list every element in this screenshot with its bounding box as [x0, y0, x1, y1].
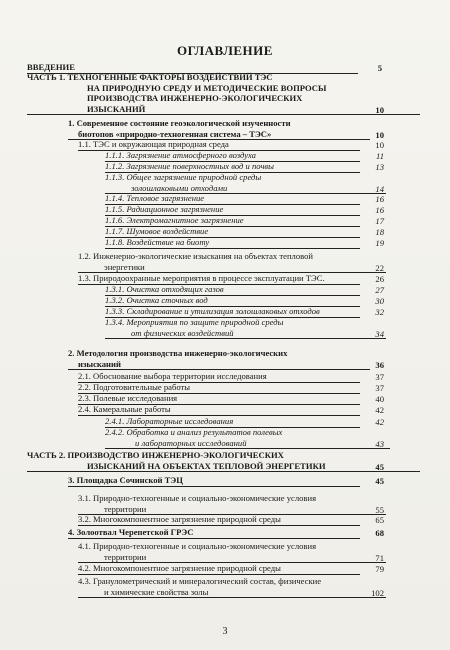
toc-entry: [105, 427, 384, 449]
toc-entry-text: 1.1.4. Тепловое загрязнение: [105, 193, 360, 205]
toc-entry: [105, 204, 384, 216]
toc-entry-text: изысканий: [68, 359, 370, 371]
toc-entry: [105, 172, 384, 194]
page-number-footer: 3: [222, 626, 228, 637]
toc-entry-text: 1.1.6. Электромагнитное загрязнение: [105, 215, 360, 227]
toc-page-number: 43: [375, 438, 384, 449]
toc-entry-text: 1.1. ТЭС и окружающая природная среда: [78, 139, 360, 151]
toc-entry: [68, 527, 384, 539]
toc-page-number: 17: [375, 216, 384, 226]
toc-entry: [27, 72, 384, 115]
toc-entry: [78, 514, 384, 526]
toc-entry-text: ЧАСТЬ 2. ПРОИЗВОДСТВО ИНЖЕНЕРНО-ЭКОЛОГИЧЕСКИХ: [27, 450, 284, 460]
toc-entry: [105, 161, 384, 173]
toc-entry: [105, 226, 384, 238]
toc-page-number: 26: [375, 274, 384, 284]
toc-entry: [27, 450, 384, 472]
toc-entry-text: и химические свойства золы: [78, 587, 386, 599]
toc-entry-text: 1.3.3. Складирование и утилизация золошлаковых отходов: [105, 306, 360, 318]
toc-page-number: 13: [375, 162, 384, 172]
toc-page-number: 5: [377, 63, 382, 73]
toc-page-number: 37: [375, 372, 384, 382]
toc-page-number: 11: [376, 151, 384, 161]
toc-entry-text: 1.3.4. Мероприятия по защите природной среды: [105, 317, 284, 327]
toc-page-number: 68: [375, 528, 384, 538]
toc-entry-text: 2.3. Полевые исследования: [78, 393, 360, 405]
toc-page-number: 37: [375, 383, 384, 393]
toc-page-number: 22: [375, 262, 384, 273]
toc-entry-text: 4.2. Многокомпонентное загрязнение природной среды: [78, 563, 360, 575]
toc-entry: [105, 193, 384, 205]
toc-entry-text: 3. Площадка Сочинской ТЭЦ: [68, 475, 360, 487]
toc-page-number: 10: [375, 104, 384, 115]
toc-entry: [68, 118, 384, 140]
toc-entry-text: 2.4. Камеральные работы: [78, 404, 360, 416]
toc-entry: [105, 150, 384, 162]
toc-entry-text: 1.2. Инженерно-экологические изыскания на объектах тепловой: [78, 251, 314, 261]
toc-page-number: 32: [375, 307, 384, 317]
toc-entry: [78, 576, 384, 598]
toc-page-number: 16: [375, 194, 384, 204]
toc-page-number: 10: [375, 129, 384, 140]
toc-entry-text: 1.3. Природоохранные мероприятия в процессе эксплуатации ТЭС.: [78, 273, 360, 285]
toc-entry: [105, 416, 384, 428]
toc-entry-text: 1.1.7. Шумовое воздействие: [105, 226, 360, 238]
toc-page-number: 40: [375, 394, 384, 404]
toc-entry: [68, 475, 384, 487]
toc-page-number: 19: [375, 238, 384, 248]
toc-entry: [78, 393, 384, 405]
toc-entry: [105, 295, 384, 307]
toc-entry: [105, 237, 384, 249]
toc-entry-text: ПРОИЗВОДСТВА ИНЖЕНЕРНО-ЭКОЛОГИЧЕСКИХ: [87, 93, 303, 103]
toc-page-number: 45: [375, 461, 384, 472]
toc-entry-text: 1.3.2. Очистка сточных вод: [105, 295, 360, 307]
toc-entry-text: 3.2. Многокомпонентное загрязнение природной среды: [78, 514, 360, 526]
toc-entry-text: и лабораторных исследований: [105, 438, 390, 450]
toc-entry-text: 1.1.2. Загрязнение поверхностных вод и почвы: [105, 161, 360, 173]
toc-entry-text: ИЗЫСКАНИЙ НА ОБЪЕКТАХ ТЕПЛОВОЙ ЭНЕРГЕТИКИ: [27, 461, 420, 473]
toc-title: ОГЛАВЛЕНИЕ: [177, 43, 273, 58]
toc-entry-text: 2. Методология производства инженерно-экологических: [68, 348, 288, 358]
toc-entry: [105, 306, 384, 318]
toc-entry-text: НА ПРИРОДНУЮ СРЕДУ И МЕТОДИЧЕСКИЕ ВОПРОСЫ: [87, 82, 327, 93]
toc-entry-text: территории: [78, 504, 386, 516]
toc-page-number: 36: [375, 359, 384, 370]
toc-entry: [105, 215, 384, 227]
toc-page-number: 10: [375, 140, 384, 150]
toc-entry-text: 1.1.5. Радиационное загрязнение: [105, 204, 360, 216]
toc-entry-text: биотопов «природно-техногенная система – ТЭС»: [68, 129, 370, 141]
toc-entry-text: 3.1. Природно-техногенные и социально-экономические условия: [78, 493, 317, 503]
toc-entry: [78, 251, 384, 273]
toc-page-number: 65: [375, 515, 384, 525]
toc-page-number: 42: [375, 417, 384, 427]
toc-page-number: 14: [375, 183, 384, 194]
toc-entry: [78, 382, 384, 394]
toc-entry: [78, 139, 384, 151]
toc-entry-text: энергетики: [78, 262, 386, 274]
toc-page-number: 42: [375, 405, 384, 415]
toc-entry-text: 1.1.8. Воздействие на биоту: [105, 237, 360, 249]
toc-entry-text: ВВЕДЕНИЕ: [27, 62, 358, 74]
toc-entry: [78, 371, 384, 383]
toc-entry-text: 1.1.3. Общее загрязнение природной среды: [105, 172, 262, 182]
toc-entry-text: 2.1. Обоснование выбора территории исследования: [78, 371, 360, 383]
toc-page-number: 34: [375, 328, 384, 339]
toc-entry: [68, 348, 384, 370]
toc-entry-text: 1.1.1. Загрязнение атмосферного воздуха: [105, 150, 360, 162]
toc-entry-text: территории: [78, 552, 386, 564]
toc-entry-text: 2.2. Подготовительные работы: [78, 382, 360, 394]
toc-entry: [78, 563, 384, 575]
toc-page-number: 18: [375, 227, 384, 237]
toc-entry-text: 2.4.2. Обработка и анализ результатов полевых: [105, 427, 283, 437]
toc-entry: [78, 404, 384, 416]
toc-entry-text: 4.3. Гранулометрический и минералогический состав, физические: [78, 576, 322, 586]
toc-page-number: 45: [375, 476, 384, 486]
toc-entry-text: 2.4.1. Лабораторные исследования: [105, 416, 360, 428]
toc-entry: [78, 273, 384, 285]
toc-entry-text: от физических воздействий: [105, 328, 386, 340]
toc-entry-text: ИЗЫСКАНИЙ: [27, 104, 420, 116]
toc-entry: [105, 317, 384, 339]
toc-entry: [105, 284, 384, 296]
toc-page-number: 55: [375, 504, 384, 515]
toc-entry-text: ЧАСТЬ 1. ТЕХНОГЕННЫЕ ФАКТОРЫ ВОЗДЕЙСТВИЙ ТЭС: [27, 72, 273, 82]
toc-entry: [78, 541, 384, 563]
toc-entry: [78, 493, 384, 515]
toc-page-number: 79: [375, 564, 384, 574]
toc-page-number: 30: [375, 296, 384, 306]
toc-entry-text: 1.3.1. Очистка отходящих газов: [105, 284, 360, 296]
toc-page-number: 16: [375, 205, 384, 215]
toc-page-number: 71: [375, 552, 384, 563]
toc-entry-text: 4. Золоотвал Черепетской ГРЭС: [68, 527, 360, 539]
toc-entry-text: золошлаковыми отходами: [105, 183, 386, 195]
toc-page-number: 102: [371, 587, 384, 598]
toc-entry-text: 4.1. Природно-техногенные и социально-экономические условия: [78, 541, 317, 551]
toc-page-number: 27: [375, 285, 384, 295]
toc-entry-text: 1. Современное состояние геоэкологической изученности: [68, 118, 291, 128]
